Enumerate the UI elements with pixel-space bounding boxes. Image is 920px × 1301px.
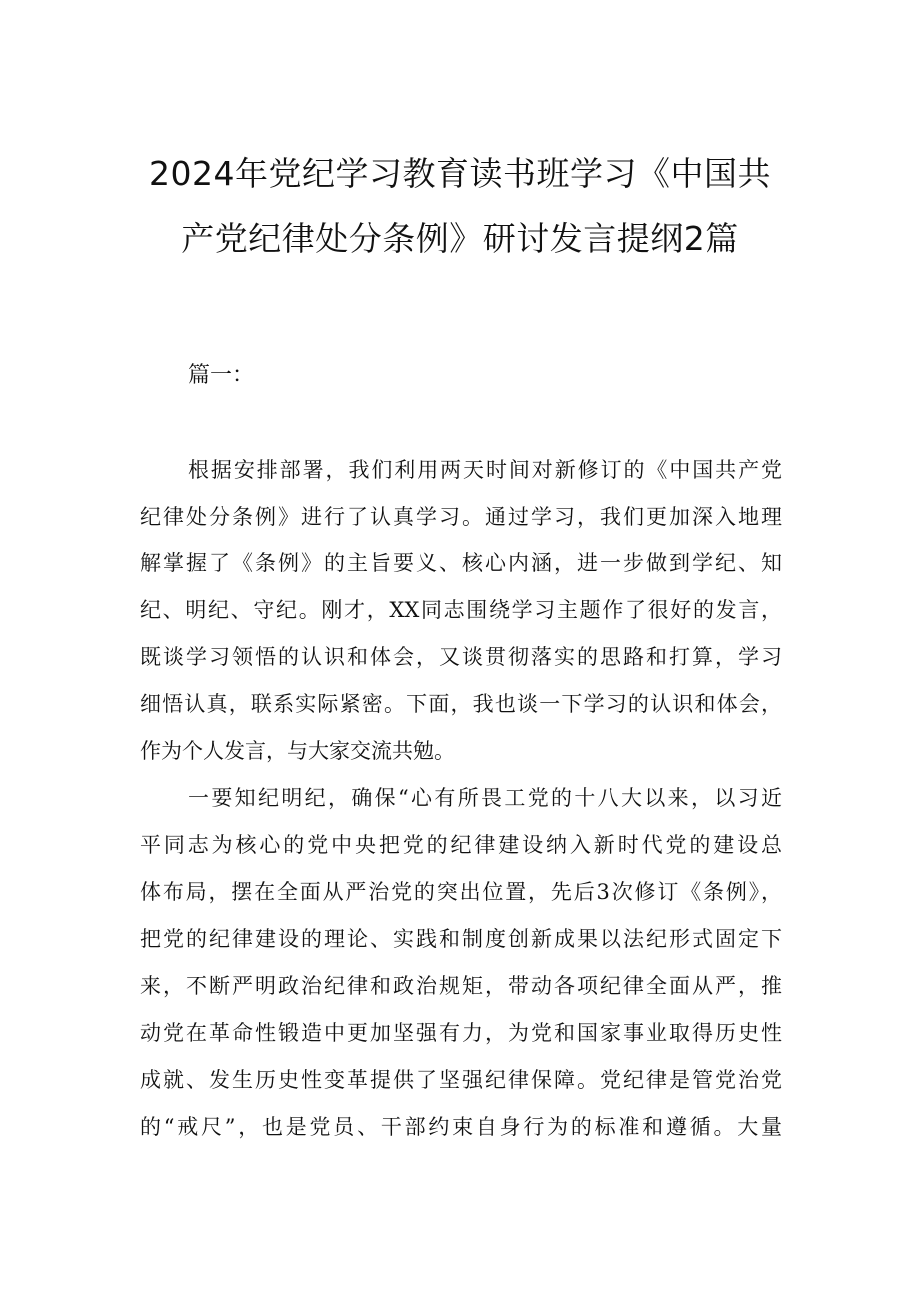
paragraph-2-line: 一要知纪明纪，确保“心有所畏工党的十八大以来，以习近 [188, 786, 782, 810]
document-title-line-2: 产党纪律处分条例》研讨发言提纲2篇 [181, 219, 739, 258]
paragraph-1-line: 根据安排部署，我们利用两天时间对新修订的《中国共产党 [188, 458, 782, 482]
paragraph-1-line: 细悟认真，联系实际紧密。下面，我也谈一下学习的认识和体会， [140, 692, 782, 716]
paragraph-1-line: 既谈学习领悟的认识和体会，又谈贯彻落实的思路和打算，学习 [140, 645, 782, 669]
paragraph-2-line: 把党的纪律建设的理论、实践和制度创新成果以法纪形式固定下 [140, 927, 782, 951]
paragraph-2-line: 成就、发生历史性变革提供了坚强纪律保障。党纪律是管党治党 [140, 1068, 782, 1092]
paragraph-2-line: 的“戒尺”，也是党员、干部约束自身行为的标准和遵循。大量 [140, 1115, 782, 1139]
paragraph-2-line: 动党在革命性锻造中更加坚强有力，为党和国家事业取得历史性 [140, 1021, 782, 1045]
paragraph-2-line: 平同志为核心的党中央把党的纪律建设纳入新时代党的建设总 [140, 833, 782, 857]
paragraph-1-line: 纪、明纪、守纪。刚才，XX同志围绕学习主题作了很好的发言， [140, 598, 782, 622]
section-heading: 篇一： [188, 363, 255, 388]
paragraph-1-line: 解掌握了《条例》的主旨要义、核心内涵，进一步做到学纪、知 [140, 551, 782, 575]
document-title-line-1: 2024年党纪学习教育读书班学习《中国共 [149, 154, 771, 193]
paragraph-2-line: 来，不断严明政治纪律和政治规矩，带动各项纪律全面从严，推 [140, 974, 782, 998]
paragraph-2-line: 体布局，摆在全面从严治党的突出位置，先后3次修订《条例》， [140, 880, 782, 904]
paragraph-1-line: 纪律处分条例》进行了认真学习。通过学习，我们更加深入地理 [140, 505, 782, 529]
paragraph-1-line: 作为个人发言，与大家交流共勉。 [140, 739, 455, 763]
